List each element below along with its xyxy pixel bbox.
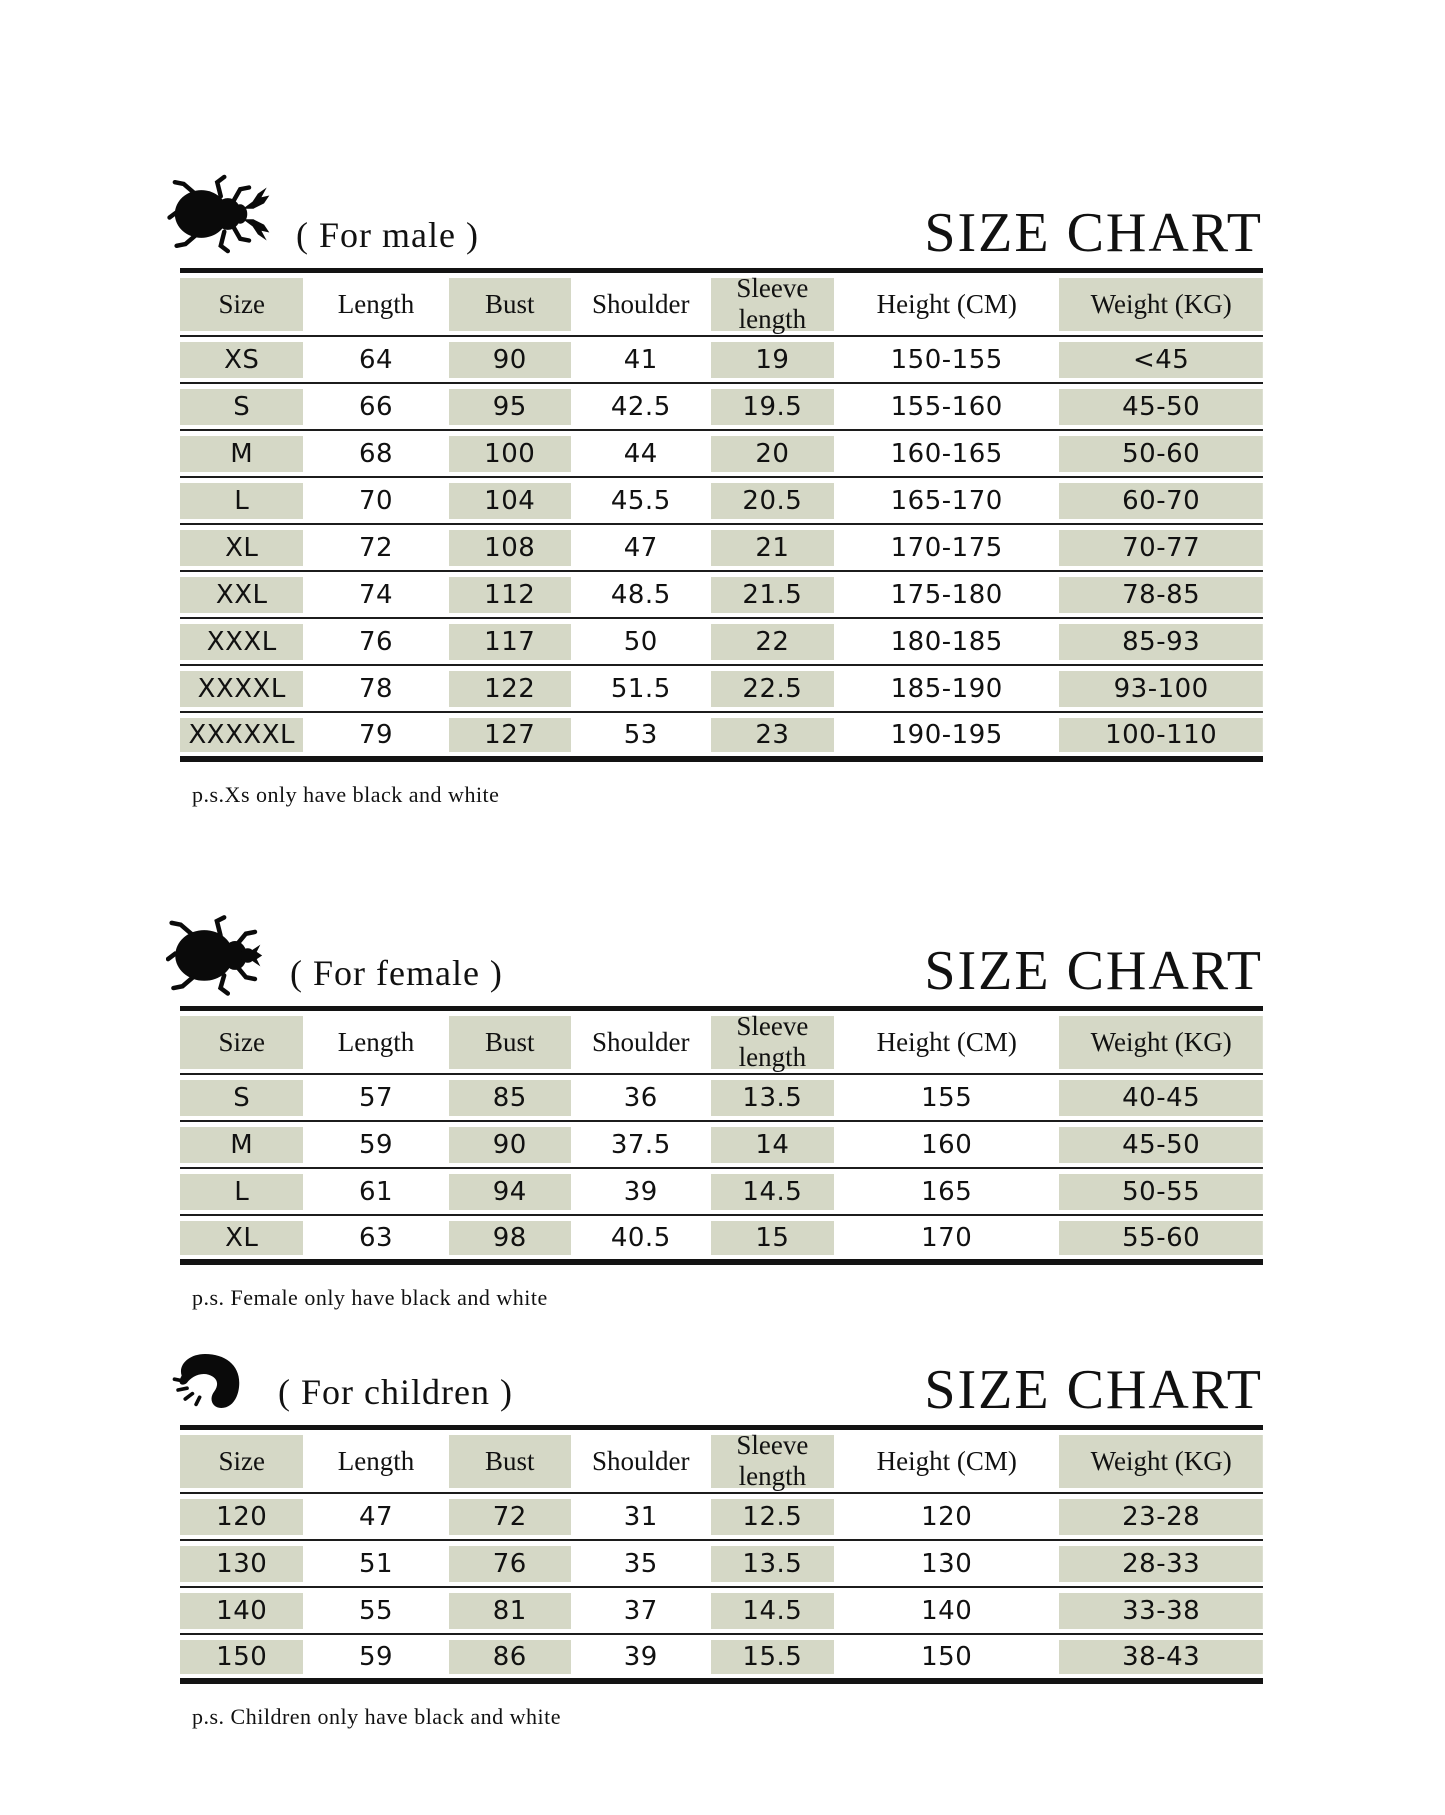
table-cell: 57 bbox=[303, 1074, 448, 1121]
table-cell: 120 bbox=[180, 1493, 303, 1540]
stag-beetle-icon bbox=[166, 168, 272, 260]
table-cell: 21.5 bbox=[711, 571, 834, 618]
table-row bbox=[180, 712, 1263, 759]
table-row bbox=[180, 618, 1263, 665]
column-header: Shoulder bbox=[571, 1428, 711, 1494]
table-row bbox=[180, 571, 1263, 618]
table-cell: 22.5 bbox=[711, 665, 834, 712]
table-cell: 104 bbox=[449, 477, 571, 524]
table-cell: 35 bbox=[571, 1540, 711, 1587]
table-cell: 33-38 bbox=[1059, 1587, 1263, 1634]
table-cell: 36 bbox=[571, 1074, 711, 1121]
table-cell: 21 bbox=[711, 524, 834, 571]
table-row bbox=[180, 1587, 1263, 1634]
table-cell: 98 bbox=[449, 1215, 571, 1262]
table-cell: 60-70 bbox=[1059, 477, 1263, 524]
column-header: Height (CM) bbox=[834, 1009, 1059, 1075]
table-row bbox=[180, 1493, 1263, 1540]
table-cell: 31 bbox=[571, 1493, 711, 1540]
table-cell: XXXXL bbox=[180, 665, 303, 712]
table-cell: 190-195 bbox=[890, 719, 1003, 750]
table-cell: 37.5 bbox=[571, 1121, 711, 1168]
section-children bbox=[180, 1345, 1263, 1734]
table-cell: 20 bbox=[711, 430, 834, 477]
table-cell: M bbox=[180, 430, 303, 477]
chart-title: SIZE CHART bbox=[924, 939, 1263, 1002]
table-cell: 44 bbox=[571, 430, 711, 477]
column-header: Length bbox=[303, 271, 448, 337]
section-head-male bbox=[180, 168, 1263, 264]
table-cell: <45 bbox=[1059, 336, 1263, 383]
table-cell: 42.5 bbox=[571, 383, 711, 430]
header-row bbox=[180, 1428, 1263, 1494]
table-cell: 66 bbox=[303, 383, 448, 430]
table-cell: 95 bbox=[449, 383, 571, 430]
table-cell: XL bbox=[180, 1215, 303, 1262]
table-cell: 59 bbox=[303, 1121, 448, 1168]
table-cell: 59 bbox=[358, 1641, 394, 1672]
table-cell: 90 bbox=[449, 1121, 571, 1168]
table-cell: 45-50 bbox=[1059, 383, 1263, 430]
size-table-female bbox=[180, 1006, 1263, 1265]
table-cell: 37 bbox=[571, 1587, 711, 1634]
table-row bbox=[180, 1121, 1263, 1168]
table-cell: 50-60 bbox=[1059, 430, 1263, 477]
table-row bbox=[180, 1074, 1263, 1121]
column-header: Length bbox=[303, 1428, 448, 1494]
section-label: ( For female ) bbox=[290, 953, 503, 993]
table-cell: 19 bbox=[711, 336, 834, 383]
table-cell: 78-85 bbox=[1059, 571, 1263, 618]
table-cell: 14 bbox=[711, 1121, 834, 1168]
column-header: Shoulder bbox=[571, 271, 711, 337]
table-cell: 90 bbox=[449, 336, 571, 383]
chart-title: SIZE CHART bbox=[924, 1358, 1263, 1421]
column-header: Bust bbox=[449, 1009, 571, 1075]
table-cell: XXXXXL bbox=[180, 712, 303, 759]
table-cell: 55-60 bbox=[1059, 1215, 1263, 1262]
table-cell: 50 bbox=[571, 618, 711, 665]
table-cell: 68 bbox=[303, 430, 448, 477]
table-cell: 100 bbox=[449, 430, 571, 477]
table-cell: 55 bbox=[303, 1587, 448, 1634]
table-cell: 78 bbox=[303, 665, 448, 712]
table-cell: 14.5 bbox=[711, 1168, 834, 1215]
table-cell: 19.5 bbox=[711, 383, 834, 430]
section-label: ( For male ) bbox=[296, 215, 479, 255]
table-row bbox=[180, 1215, 1263, 1262]
table-cell: XS bbox=[180, 336, 303, 383]
table-cell: 76 bbox=[449, 1540, 571, 1587]
table-cell: 72 bbox=[303, 524, 448, 571]
table-cell: XXXL bbox=[180, 618, 303, 665]
section-female bbox=[180, 912, 1263, 1315]
table-cell: 122 bbox=[449, 665, 571, 712]
column-header: Size bbox=[180, 1009, 303, 1075]
table-cell: L bbox=[180, 477, 303, 524]
table-cell: 50-55 bbox=[1059, 1168, 1263, 1215]
table-row bbox=[180, 1634, 1263, 1681]
table-cell: 170-175 bbox=[834, 524, 1059, 571]
column-header: Height (CM) bbox=[834, 1428, 1059, 1494]
table-cell: 93-100 bbox=[1059, 665, 1263, 712]
table-cell: 28-33 bbox=[1059, 1540, 1263, 1587]
column-header: Sleeve length bbox=[711, 271, 834, 337]
table-row bbox=[180, 383, 1263, 430]
table-cell: 160-165 bbox=[834, 430, 1059, 477]
table-cell: 22 bbox=[711, 618, 834, 665]
table-cell: 13.5 bbox=[711, 1540, 834, 1587]
table-cell: 150-155 bbox=[834, 336, 1059, 383]
column-header: Length bbox=[303, 1009, 448, 1075]
table-cell: 12.5 bbox=[711, 1493, 834, 1540]
table-cell: 74 bbox=[303, 571, 448, 618]
table-cell: 130 bbox=[180, 1540, 303, 1587]
table-cell: 165 bbox=[834, 1168, 1059, 1215]
table-row bbox=[180, 1168, 1263, 1215]
table-cell: 15.5 bbox=[711, 1634, 834, 1681]
table-cell: 40.5 bbox=[610, 1222, 671, 1253]
chart-title: SIZE CHART bbox=[924, 201, 1263, 264]
table-cell: 20.5 bbox=[711, 477, 834, 524]
table-cell: 85-93 bbox=[1059, 618, 1263, 665]
table-cell: 45-50 bbox=[1059, 1121, 1263, 1168]
table-cell: 117 bbox=[449, 618, 571, 665]
note-female: p.s. Female only have black and white bbox=[192, 1285, 548, 1310]
column-header: Weight (KG) bbox=[1059, 1428, 1263, 1494]
table-cell: 127 bbox=[449, 712, 571, 759]
table-cell: 45.5 bbox=[571, 477, 711, 524]
table-cell: 51.5 bbox=[571, 665, 711, 712]
table-cell: 23-28 bbox=[1059, 1493, 1263, 1540]
table-cell: 76 bbox=[303, 618, 448, 665]
table-cell: 165-170 bbox=[834, 477, 1059, 524]
table-cell: 39 bbox=[623, 1641, 658, 1672]
table-cell: 175-180 bbox=[834, 571, 1059, 618]
table-cell: 170 bbox=[921, 1222, 973, 1253]
column-header: Size bbox=[180, 271, 303, 337]
table-cell: 13.5 bbox=[711, 1074, 834, 1121]
table-cell: 150 bbox=[921, 1641, 973, 1672]
section-head-children bbox=[180, 1345, 1263, 1421]
table-cell: 130 bbox=[834, 1540, 1059, 1587]
table-cell: 15 bbox=[711, 1215, 834, 1262]
section-male bbox=[180, 168, 1263, 812]
table-cell: 40-45 bbox=[1059, 1074, 1263, 1121]
size-table-male bbox=[180, 268, 1263, 762]
table-cell: 155-160 bbox=[834, 383, 1059, 430]
table-cell: 140 bbox=[180, 1587, 303, 1634]
table-cell: 70-77 bbox=[1059, 524, 1263, 571]
table-cell: 160 bbox=[834, 1121, 1059, 1168]
table-row bbox=[180, 477, 1263, 524]
table-cell: 61 bbox=[303, 1168, 448, 1215]
table-cell: XL bbox=[180, 524, 303, 571]
table-cell: 48.5 bbox=[571, 571, 711, 618]
table-cell: 79 bbox=[358, 719, 394, 750]
table-cell: 51 bbox=[303, 1540, 448, 1587]
header-row bbox=[180, 1009, 1263, 1075]
larva-icon bbox=[166, 1345, 254, 1417]
table-row bbox=[180, 336, 1263, 383]
table-row bbox=[180, 430, 1263, 477]
table-cell: 86 bbox=[449, 1634, 571, 1681]
table-row bbox=[180, 1540, 1263, 1587]
beetle-icon bbox=[166, 912, 266, 998]
table-cell: 108 bbox=[449, 524, 571, 571]
table-cell: 140 bbox=[834, 1587, 1059, 1634]
table-cell: 155 bbox=[834, 1074, 1059, 1121]
table-cell: 64 bbox=[303, 336, 448, 383]
column-header: Height (CM) bbox=[834, 271, 1059, 337]
note-male: p.s.Xs only have black and white bbox=[192, 782, 500, 807]
table-cell: S bbox=[180, 383, 303, 430]
column-header: Size bbox=[180, 1428, 303, 1494]
column-header: Sleeve length bbox=[711, 1009, 834, 1075]
table-cell: 94 bbox=[449, 1168, 571, 1215]
header-row bbox=[180, 271, 1263, 337]
column-header: Shoulder bbox=[571, 1009, 711, 1075]
column-header: Bust bbox=[449, 1428, 571, 1494]
section-label: ( For children ) bbox=[278, 1372, 513, 1412]
table-cell: 112 bbox=[449, 571, 571, 618]
table-cell: 70 bbox=[303, 477, 448, 524]
table-cell: 120 bbox=[834, 1493, 1059, 1540]
table-cell: 38-43 bbox=[1059, 1634, 1263, 1681]
table-cell: 23 bbox=[711, 712, 834, 759]
note-children: p.s. Children only have black and white bbox=[192, 1704, 561, 1729]
section-spacer bbox=[180, 812, 1263, 912]
table-cell: 150 bbox=[180, 1634, 303, 1681]
table-cell: 39 bbox=[571, 1168, 711, 1215]
table-cell: 53 bbox=[623, 719, 658, 750]
section-spacer bbox=[180, 1315, 1263, 1345]
table-row bbox=[180, 524, 1263, 571]
table-cell: 41 bbox=[571, 336, 711, 383]
table-cell: 185-190 bbox=[834, 665, 1059, 712]
table-cell: M bbox=[180, 1121, 303, 1168]
table-cell: 47 bbox=[303, 1493, 448, 1540]
size-table-children bbox=[180, 1425, 1263, 1684]
table-cell: 100-110 bbox=[1059, 712, 1263, 759]
table-cell: 180-185 bbox=[834, 618, 1059, 665]
column-header: Sleeve length bbox=[711, 1428, 834, 1494]
table-cell: L bbox=[180, 1168, 303, 1215]
table-cell: 72 bbox=[449, 1493, 571, 1540]
column-header: Bust bbox=[449, 271, 571, 337]
column-header: Weight (KG) bbox=[1059, 1009, 1263, 1075]
section-head-female bbox=[180, 912, 1263, 1002]
column-header: Weight (KG) bbox=[1059, 271, 1263, 337]
table-row bbox=[180, 665, 1263, 712]
table-cell: S bbox=[180, 1074, 303, 1121]
table-cell: 81 bbox=[449, 1587, 571, 1634]
table-cell: 85 bbox=[449, 1074, 571, 1121]
table-cell: XXL bbox=[180, 571, 303, 618]
table-cell: 14.5 bbox=[711, 1587, 834, 1634]
table-cell: 47 bbox=[571, 524, 711, 571]
table-cell: 63 bbox=[358, 1222, 394, 1253]
